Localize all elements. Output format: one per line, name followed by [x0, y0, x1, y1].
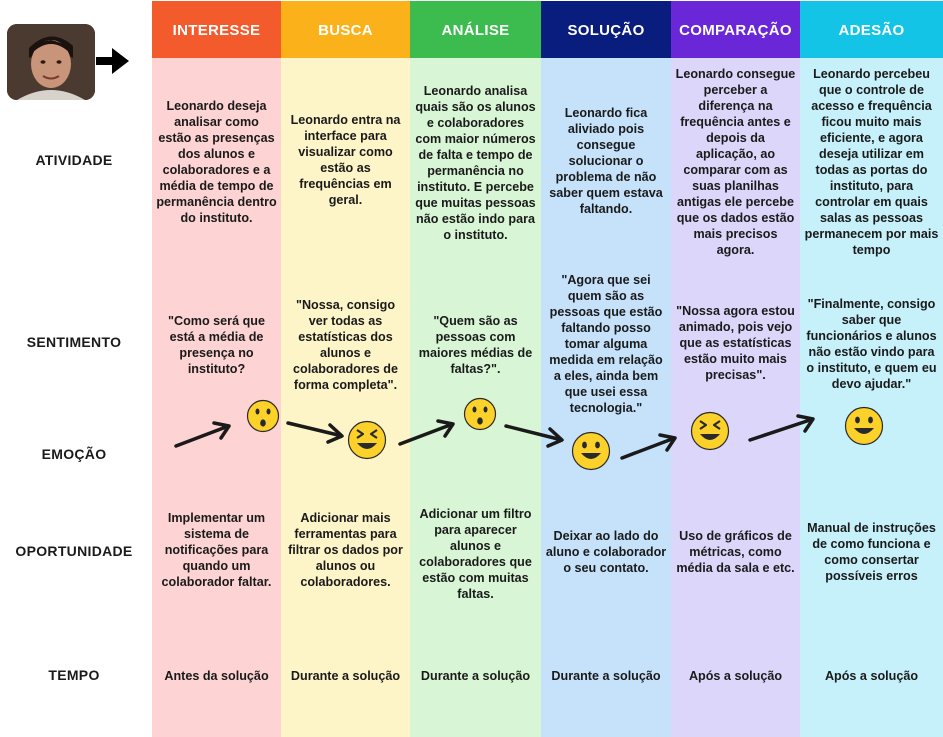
surprised-face-icon	[463, 397, 497, 431]
emotion-arrow-icon	[398, 416, 458, 448]
stage-header: INTERESSE	[152, 1, 281, 58]
emotion-arrow-icon	[504, 422, 566, 448]
sentimento-cell: "Quem são as pessoas com maiores médias de faltas?".	[418, 314, 533, 376]
row-label-sentimento: SENTIMENTO	[26, 334, 122, 350]
sentimento-cell: "Agora que sei quem são as pessoas que estão faltando posso tomar alguma medida em relação a eles, ainda bem que usei essa tecnologia."	[549, 273, 663, 415]
oportunidade-cell: Deixar ao lado do aluno e colaborador o seu contato.	[545, 529, 667, 575]
tempo-cell: Durante a solução	[551, 669, 661, 683]
laughing-face-icon	[347, 420, 387, 460]
sentimento-cell: "Finalmente, consigo saber que funcionários e alunos não estão vindo para o instituto, e quem eu devo ajudar."	[806, 297, 937, 391]
emotion-arrow-icon	[748, 412, 820, 444]
row-label-emocao: EMOÇÃO	[41, 446, 107, 462]
surprised-face-icon	[246, 399, 280, 433]
emotion-arrow-icon	[620, 430, 682, 462]
atividade-cell: Leonardo analisa quais são os alunos e colaboradores com maior números de falta e tempo de permanência no instituto. E percebe que muitas pessoas não estão indo para o instituto.	[415, 84, 536, 242]
persona-arrow-icon	[96, 46, 130, 76]
stage-header: BUSCA	[281, 1, 410, 58]
atividade-cell: Leonardo fica aliviado pois consegue solucionar o problema de não saber quem estava faltando.	[549, 106, 663, 216]
tempo-cell: Durante a solução	[290, 669, 401, 683]
tempo-cell: Antes da solução	[164, 669, 269, 683]
persona-avatar	[7, 24, 95, 100]
row-label-tempo: TEMPO	[48, 667, 100, 683]
sentimento-cell: "Nossa, consigo ver todas as estatísticas dos alunos e colaboradores de forma completa".	[293, 298, 398, 392]
tempo-cell: Após a solução	[824, 669, 919, 683]
oportunidade-cell: Implementar um sistema de notificações para quando um colaborador faltar.	[161, 511, 272, 589]
row-label-atividade: ATIVIDADE	[35, 152, 113, 168]
atividade-cell: Leonardo entra na interface para visualizar como estão as frequências em geral.	[290, 113, 401, 207]
stage-column-busca	[281, 0, 410, 737]
tempo-cell: Durante a solução	[420, 669, 531, 683]
atividade-cell: Leonardo deseja analisar como estão as presenças dos alunos e colaboradores e a média de tempo de permanência dentro do instituto.	[156, 99, 277, 225]
tempo-cell: Após a solução	[688, 669, 783, 683]
laughing-face-icon	[690, 411, 730, 451]
sentimento-cell: "Nossa agora estou animado, pois vejo que as estatísticas estão muito mais precisas".	[676, 304, 795, 382]
stage-header: COMPARAÇÃO	[671, 1, 800, 58]
oportunidade-cell: Adicionar um filtro para aparecer alunos e colaboradores que estão com muitas faltas.	[419, 507, 532, 601]
stage-header: ADESÃO	[800, 1, 943, 58]
stage-column-interesse	[152, 0, 281, 737]
stage-column-adesao	[800, 0, 943, 737]
emotion-arrow-icon	[286, 418, 346, 444]
stage-column-analise	[410, 0, 541, 737]
oportunidade-cell: Manual de instruções de como funciona e como consertar possíveis erros	[807, 521, 936, 583]
stage-header: SOLUÇÃO	[541, 1, 671, 58]
persona-photo-icon	[7, 24, 95, 100]
emotion-arrow-icon	[174, 418, 236, 450]
atividade-cell: Leonardo consegue perceber a diferença na frequência antes e depois da aplicação, ao comparar com as suas planilhas antigas ele percebe que os dados estão mais precisos agora.	[675, 67, 796, 257]
sentimento-cell: "Como será que está a média de presença no instituto?	[168, 314, 265, 376]
stage-column-solucao	[541, 0, 671, 737]
row-label-oportunidade: OPORTUNIDADE	[15, 543, 133, 559]
smiling-face-icon	[571, 431, 611, 471]
atividade-cell: Leonardo percebeu que o controle de acesso e frequência ficou muito mais eficiente, e agora deseja utilizar em todas as portas do instituto, para controlar em quais salas as pessoas permanecem por mais tempo	[804, 67, 939, 257]
oportunidade-cell: Uso de gráficos de métricas, como média da sala e etc.	[676, 529, 795, 575]
oportunidade-cell: Adicionar mais ferramentas para filtrar os dados por alunos ou colaboradores.	[288, 511, 403, 589]
stage-header: ANÁLISE	[410, 1, 541, 58]
smiling-face-icon	[844, 406, 884, 446]
stage-column-comparacao	[671, 0, 800, 737]
